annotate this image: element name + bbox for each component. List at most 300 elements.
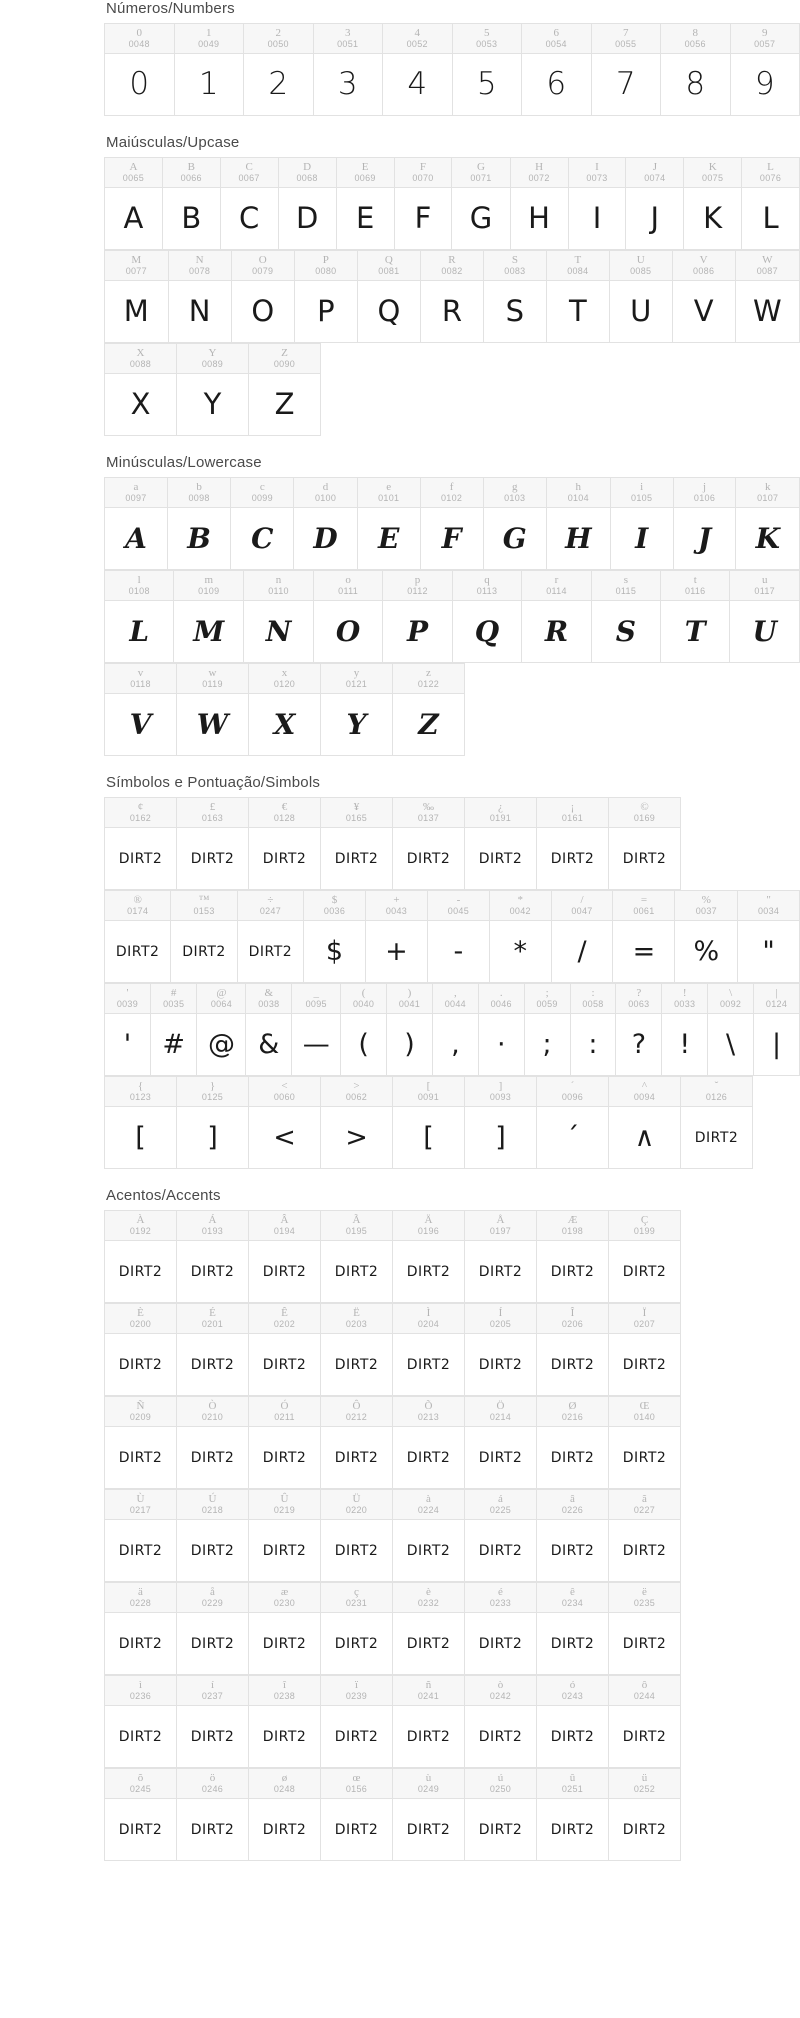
glyph-cell-row	[105, 1427, 681, 1489]
glyph-sample: &	[258, 1029, 280, 1060]
glyph-row-table	[104, 250, 800, 343]
glyph-code-label: 0125	[201, 1091, 224, 1102]
glyph-sample: '	[123, 1029, 132, 1060]
glyph-code-label: 0078	[189, 265, 211, 276]
glyph-header-cell	[465, 1304, 537, 1334]
glyph-char-label: Ê	[281, 1306, 288, 1319]
glyph-cell	[465, 1706, 537, 1768]
glyph-header-cell	[616, 984, 662, 1014]
glyph-cell	[393, 1520, 465, 1582]
glyph-cell	[177, 828, 249, 890]
glyph-header-cell	[304, 891, 366, 921]
glyph-header-cell	[452, 571, 522, 601]
glyph-char-label: %	[701, 893, 711, 906]
glyph-header-cell	[662, 984, 708, 1014]
glyph-code-label: 0038	[258, 998, 280, 1009]
glyph-char-label: î	[282, 1678, 287, 1691]
glyph-char-label: .	[499, 986, 503, 999]
glyph-cell-row	[105, 188, 800, 250]
glyph-code-label: 0251	[561, 1783, 584, 1794]
glyph-sample: DIRT2	[118, 1449, 163, 1466]
glyph-char-label: ò	[497, 1678, 504, 1691]
glyph-sample: DIRT2	[190, 1821, 235, 1838]
glyph-cell	[393, 1107, 465, 1169]
glyph-code-label: 0090	[273, 358, 296, 369]
glyph-sample: H	[528, 201, 550, 235]
glyph-char-label: H	[535, 160, 544, 173]
glyph-cell	[432, 1014, 478, 1076]
glyph-cell	[105, 1427, 177, 1489]
glyph-char-label: W	[762, 253, 773, 266]
glyph-cell-row	[105, 1706, 681, 1768]
section-title: Acentos/Accents	[106, 1187, 221, 1204]
glyph-header-row	[105, 251, 800, 281]
glyph-header-cell	[522, 24, 592, 54]
glyph-cell-row	[105, 1334, 681, 1396]
glyph-header-row	[105, 1211, 681, 1241]
glyph-cell	[231, 281, 294, 343]
glyph-sample: DIRT2	[550, 1728, 595, 1745]
glyph-char-label: k	[764, 480, 771, 493]
glyph-header-cell	[730, 571, 800, 601]
glyph-header-cell	[393, 1211, 465, 1241]
glyph-code-label: 0107	[757, 492, 779, 503]
glyph-code-label: 0117	[754, 585, 775, 596]
glyph-char-label: ö	[209, 1771, 216, 1784]
glyph-sample: ]	[207, 1122, 218, 1153]
glyph-sample: +	[385, 936, 408, 967]
glyph-char-label: +	[393, 893, 400, 906]
glyph-sample: 2	[268, 66, 289, 102]
glyph-sample: DIRT2	[622, 1263, 667, 1280]
glyph-code-label: 0128	[273, 812, 296, 823]
glyph-header-cell	[150, 984, 197, 1014]
glyph-char-label: Ì	[426, 1306, 431, 1319]
glyph-header-cell	[177, 1397, 249, 1427]
glyph-sample: DIRT2	[262, 850, 307, 867]
glyph-sample: *	[513, 936, 527, 967]
glyph-header-cell	[177, 1769, 249, 1799]
glyph-header-cell	[489, 891, 551, 921]
glyph-cell	[357, 508, 420, 570]
glyph-header-cell	[321, 1304, 393, 1334]
glyph-code-label: 0230	[273, 1597, 296, 1608]
glyph-header-row	[105, 478, 800, 508]
glyph-header-cell	[708, 984, 754, 1014]
glyph-cell	[167, 508, 230, 570]
glyph-sample: M	[123, 294, 149, 328]
glyph-code-label: 0110	[268, 585, 289, 596]
glyph-char-label: à	[426, 1492, 431, 1505]
glyph-sample: ´	[565, 1122, 580, 1153]
glyph-cell	[105, 281, 169, 343]
glyph-char-label: ™	[198, 893, 210, 906]
glyph-sample: F	[441, 521, 462, 555]
glyph-code-label: 0105	[631, 492, 653, 503]
glyph-char-label: <	[281, 1079, 288, 1092]
glyph-header-cell	[393, 1769, 465, 1799]
glyph-char-label: Ó	[280, 1399, 289, 1412]
glyph-char-label: -	[456, 893, 461, 906]
glyph-sample: Y	[203, 387, 222, 421]
glyph-char-label: 2	[275, 26, 281, 39]
glyph-cell	[522, 601, 591, 663]
glyph-header-cell	[249, 1583, 321, 1613]
glyph-sample: DIRT2	[118, 1728, 163, 1745]
glyph-header-cell	[174, 571, 244, 601]
glyph-cell-row	[105, 281, 800, 343]
glyph-code-label: 0114	[546, 585, 567, 596]
glyph-sample: /	[577, 936, 587, 967]
glyph-sample: DIRT2	[406, 1728, 451, 1745]
glyph-sample: #	[162, 1029, 185, 1060]
glyph-header-cell	[393, 798, 465, 828]
glyph-char-label: ë	[642, 1585, 647, 1598]
glyph-sample: -	[453, 936, 464, 967]
glyph-header-cell	[244, 24, 314, 54]
glyph-code-label: 0069	[354, 172, 376, 183]
glyph-code-label: 0047	[571, 905, 593, 916]
glyph-code-label: 0098	[188, 492, 210, 503]
glyph-cell	[610, 508, 673, 570]
glyph-sample: %	[693, 936, 720, 967]
glyph-sample: DIRT2	[262, 1728, 307, 1745]
glyph-cell	[105, 828, 177, 890]
glyph-cell	[609, 1107, 681, 1169]
glyph-code-label: 0034	[757, 905, 780, 916]
glyph-cell	[105, 694, 177, 756]
glyph-cell	[609, 281, 672, 343]
glyph-char-label: í	[210, 1678, 215, 1691]
glyph-cell-row	[105, 1613, 681, 1675]
glyph-code-label: 0238	[273, 1690, 296, 1701]
glyph-char-label: v	[137, 666, 144, 679]
glyph-sample: K	[703, 201, 723, 235]
glyph-code-label: 0049	[198, 38, 220, 49]
glyph-header-cell	[465, 798, 537, 828]
glyph-header-cell	[684, 158, 742, 188]
glyph-header-cell	[177, 1077, 249, 1107]
glyph-header-cell	[609, 1211, 681, 1241]
glyph-sample: ?	[631, 1029, 647, 1060]
glyph-sample: ]	[495, 1122, 506, 1153]
glyph-char-label: w	[208, 666, 217, 679]
glyph-header-cell	[546, 251, 609, 281]
glyph-header-cell	[393, 1676, 465, 1706]
glyph-header-cell	[237, 891, 303, 921]
glyph-row-table	[104, 157, 800, 250]
glyph-sample: T	[568, 294, 587, 328]
glyph-header-cell	[321, 1490, 393, 1520]
glyph-code-label: 0124	[765, 998, 788, 1009]
glyph-header-cell	[105, 24, 175, 54]
glyph-sample: 8	[685, 66, 706, 102]
glyph-code-label: 0083	[504, 265, 526, 276]
glyph-code-label: 0045	[447, 905, 470, 916]
glyph-char-label: ï	[354, 1678, 359, 1691]
glyph-sample: F	[414, 201, 432, 235]
glyph-header-cell	[609, 1490, 681, 1520]
glyph-header-cell	[537, 798, 609, 828]
glyph-code-label: 0102	[440, 492, 463, 503]
glyph-cell-row	[105, 1107, 753, 1169]
glyph-cell	[537, 1427, 609, 1489]
glyph-sample: U	[630, 294, 652, 328]
glyph-header-cell	[393, 664, 465, 694]
glyph-cell	[249, 1520, 321, 1582]
glyph-char-label: J	[652, 160, 657, 173]
glyph-header-cell	[105, 984, 151, 1014]
glyph-sample: J	[650, 201, 660, 235]
glyph-char-label: £	[209, 800, 216, 813]
glyph-sample: R	[544, 614, 569, 648]
glyph-code-label: 0137	[417, 812, 440, 823]
glyph-sample: >	[345, 1122, 368, 1153]
glyph-header-cell	[537, 1769, 609, 1799]
glyph-header-cell	[105, 1304, 177, 1334]
glyph-header-cell	[321, 1397, 393, 1427]
glyph-header-row	[105, 891, 800, 921]
glyph-cell	[105, 1799, 177, 1861]
glyph-cell	[177, 694, 249, 756]
glyph-code-label: 0091	[417, 1091, 440, 1102]
glyph-cell	[393, 694, 465, 756]
glyph-header-cell	[524, 984, 570, 1014]
glyph-sample: DIRT2	[478, 1728, 523, 1745]
glyph-code-label: 0109	[198, 585, 220, 596]
glyph-cell	[465, 1334, 537, 1396]
glyph-sample: DIRT2	[622, 1821, 667, 1838]
glyph-char-label: p	[414, 573, 421, 586]
glyph-char-label: Ç	[640, 1213, 649, 1226]
glyph-sample: N	[265, 614, 292, 648]
glyph-cell	[105, 1241, 177, 1303]
glyph-sample: J	[697, 521, 712, 555]
glyph-code-label: 0217	[129, 1504, 152, 1515]
glyph-sample: V	[693, 294, 714, 328]
glyph-code-label: 0233	[489, 1597, 512, 1608]
glyph-code-label: 0074	[644, 172, 666, 183]
glyph-cell	[105, 188, 163, 250]
glyph-cell	[537, 1520, 609, 1582]
glyph-code-label: 0163	[201, 812, 224, 823]
glyph-sample: DIRT2	[406, 1635, 451, 1652]
glyph-char-label: a	[133, 480, 139, 493]
glyph-header-row	[105, 1304, 681, 1334]
glyph-char-label: e	[386, 480, 392, 493]
glyph-cell	[231, 508, 294, 570]
glyph-code-label: 0123	[129, 1091, 152, 1102]
glyph-char-label: Ï	[642, 1306, 647, 1319]
glyph-cell	[171, 921, 237, 983]
glyph-header-cell	[465, 1583, 537, 1613]
glyph-sample: :	[588, 1029, 598, 1060]
glyph-header-cell	[249, 1304, 321, 1334]
glyph-row-table	[104, 1489, 681, 1582]
glyph-header-cell	[105, 1676, 177, 1706]
glyph-char-label: Æ	[567, 1213, 578, 1226]
glyph-cell-row	[105, 1799, 681, 1861]
glyph-sample: DIRT2	[478, 1542, 523, 1559]
glyph-cell	[105, 1706, 177, 1768]
glyph-code-label: 0076	[759, 172, 782, 183]
glyph-code-label: 0196	[417, 1225, 440, 1236]
glyph-cell	[616, 1014, 662, 1076]
glyph-sample: V	[129, 707, 152, 741]
glyph-sample: 1	[198, 66, 219, 102]
glyph-code-label: 0048	[128, 38, 150, 49]
glyph-row-table	[104, 1675, 681, 1768]
glyph-header-cell	[421, 251, 484, 281]
glyph-sample: S	[505, 294, 525, 328]
glyph-header-row	[105, 798, 681, 828]
glyph-char-label: Í	[498, 1306, 503, 1319]
glyph-header-cell	[105, 1583, 177, 1613]
glyph-sample: @	[207, 1029, 235, 1060]
glyph-header-cell	[168, 251, 231, 281]
glyph-char-label: ´	[570, 1079, 575, 1092]
glyph-char-label: Ú	[208, 1492, 217, 1505]
glyph-sample: G	[502, 521, 527, 555]
glyph-header-cell	[105, 571, 174, 601]
glyph-cell	[249, 1613, 321, 1675]
glyph-code-label: 0239	[345, 1690, 368, 1701]
glyph-header-cell	[231, 251, 294, 281]
glyph-cell	[537, 1799, 609, 1861]
glyph-sample: K	[755, 521, 780, 555]
glyph-section	[0, 454, 800, 756]
glyph-cell	[537, 1241, 609, 1303]
glyph-sample: O	[251, 294, 275, 328]
glyph-char-label: Ô	[352, 1399, 361, 1412]
glyph-char-label: "	[766, 893, 771, 906]
glyph-code-label: 0201	[201, 1318, 224, 1329]
glyph-row-table	[104, 663, 465, 756]
glyph-cell	[321, 828, 393, 890]
glyph-header-cell	[738, 891, 800, 921]
glyph-char-label: /	[580, 893, 584, 906]
glyph-char-label: Û	[280, 1492, 289, 1505]
glyph-char-label: P	[322, 253, 329, 266]
glyph-header-cell	[249, 1077, 321, 1107]
glyph-cell	[742, 188, 800, 250]
glyph-code-label: 0197	[489, 1225, 512, 1236]
glyph-cell	[249, 1427, 321, 1489]
glyph-char-label: >	[353, 1079, 360, 1092]
glyph-cell	[546, 281, 609, 343]
glyph-header-cell	[609, 1397, 681, 1427]
glyph-char-label: M	[131, 253, 142, 266]
glyph-code-label: 0070	[412, 172, 434, 183]
glyph-code-label: 0063	[628, 998, 650, 1009]
glyph-code-label: 0039	[116, 998, 139, 1009]
glyph-cell	[568, 188, 626, 250]
glyph-code-label: 0036	[323, 905, 346, 916]
glyph-sample: DIRT2	[478, 1263, 523, 1280]
glyph-cell	[249, 1334, 321, 1396]
glyph-cell	[237, 921, 303, 983]
glyph-char-label: ;	[545, 986, 549, 999]
glyph-cell	[591, 54, 661, 116]
glyph-cell	[730, 601, 800, 663]
glyph-char-label: @	[216, 986, 227, 999]
glyph-sample: <	[273, 1122, 296, 1153]
glyph-char-label: ô	[641, 1678, 648, 1691]
glyph-code-label: 0042	[509, 905, 531, 916]
glyph-sample: 7	[615, 66, 636, 102]
glyph-header-cell	[393, 1490, 465, 1520]
glyph-cell	[197, 1014, 246, 1076]
glyph-char-label: y	[353, 666, 360, 679]
glyph-code-label: 0058	[582, 998, 604, 1009]
glyph-char-label: ÷	[267, 893, 274, 906]
glyph-cell	[246, 1014, 292, 1076]
glyph-cell	[174, 601, 244, 663]
glyph-header-cell	[167, 478, 230, 508]
glyph-sample: DIRT2	[334, 1635, 379, 1652]
glyph-code-label: 0206	[561, 1318, 584, 1329]
glyph-code-label: 0119	[202, 678, 223, 689]
glyph-header-cell	[394, 158, 452, 188]
glyph-char-label: ê	[570, 1585, 575, 1598]
glyph-char-label: D	[303, 160, 312, 173]
glyph-cell	[609, 1427, 681, 1489]
glyph-sample: DIRT2	[550, 1449, 595, 1466]
glyph-sample: DIRT2	[550, 1542, 595, 1559]
glyph-row-table	[104, 797, 681, 890]
glyph-char-label: õ	[137, 1771, 144, 1784]
glyph-code-label: 0249	[417, 1783, 440, 1794]
glyph-header-cell	[465, 1769, 537, 1799]
glyph-sample: Z	[418, 707, 439, 741]
glyph-header-cell	[249, 1397, 321, 1427]
glyph-header-cell	[537, 1304, 609, 1334]
glyph-header-cell	[105, 1077, 177, 1107]
glyph-cell	[609, 1799, 681, 1861]
glyph-header-cell	[420, 478, 483, 508]
glyph-sample: (	[358, 1029, 369, 1060]
glyph-header-cell	[105, 344, 177, 374]
glyph-code-label: 0073	[586, 172, 608, 183]
glyph-sample: DIRT2	[262, 1356, 307, 1373]
glyph-header-cell	[537, 1676, 609, 1706]
glyph-header-cell	[626, 158, 684, 188]
glyph-sample: \	[726, 1029, 736, 1060]
glyph-char-label: Î	[570, 1306, 575, 1319]
glyph-sample: DIRT2	[622, 1449, 667, 1466]
glyph-header-cell	[522, 571, 591, 601]
glyph-sample: DIRT2	[262, 1635, 307, 1652]
glyph-cell	[150, 1014, 197, 1076]
glyph-char-label: Ñ	[136, 1399, 145, 1412]
glyph-code-label: 0096	[561, 1091, 584, 1102]
glyph-code-label: 0106	[693, 492, 716, 503]
glyph-char-label: N	[195, 253, 204, 266]
glyph-code-label: 0200	[129, 1318, 152, 1329]
glyph-sample: DIRT2	[262, 1263, 307, 1280]
glyph-code-label: 0214	[489, 1411, 512, 1422]
glyph-header-row	[105, 1490, 681, 1520]
glyph-header-cell	[483, 251, 546, 281]
glyph-row-table	[104, 1582, 681, 1675]
glyph-header-row	[105, 1583, 681, 1613]
glyph-char-label: â	[570, 1492, 575, 1505]
glyph-cell	[730, 54, 800, 116]
glyph-sample: X	[273, 707, 296, 741]
glyph-char-label: ?	[636, 986, 642, 999]
glyph-section	[0, 774, 800, 1169]
glyph-cell	[609, 1520, 681, 1582]
